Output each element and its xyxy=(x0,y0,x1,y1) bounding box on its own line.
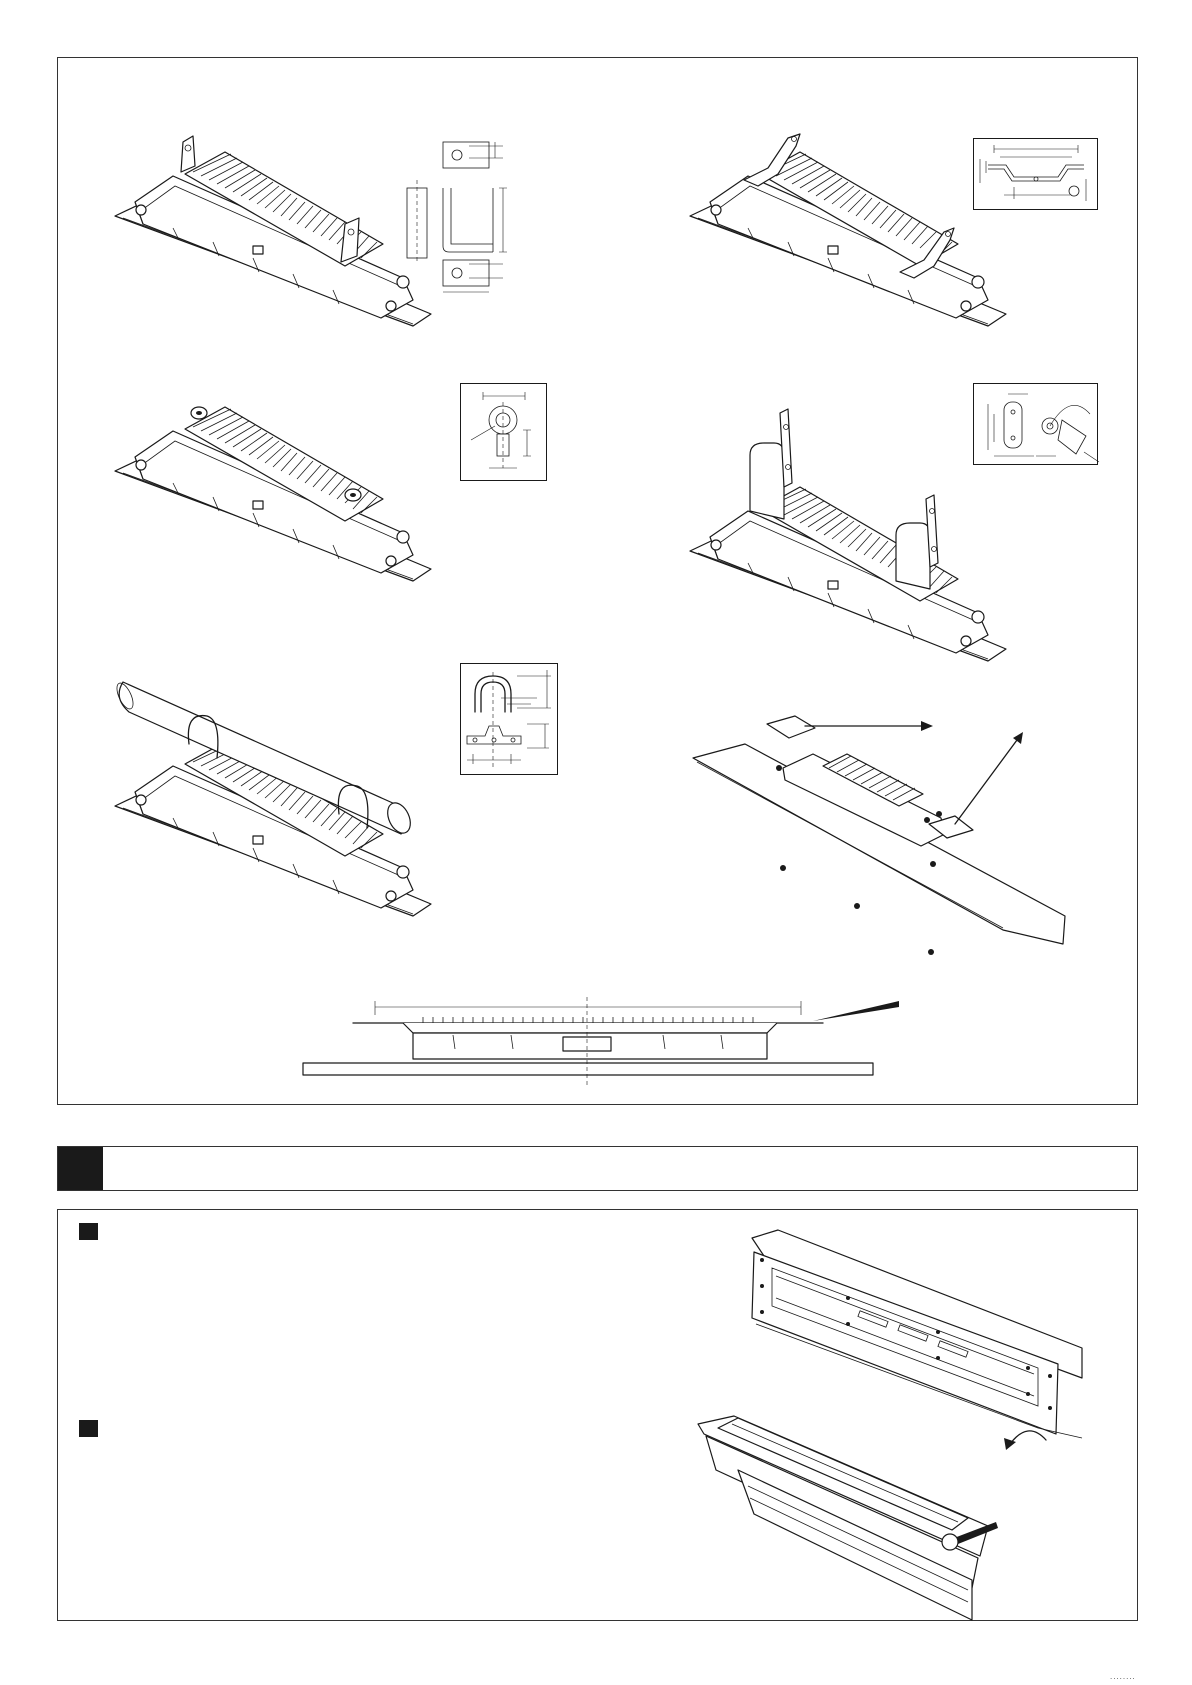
inset-pipe-clamp xyxy=(460,663,558,775)
swivel-bracket-dimension-drawing xyxy=(974,384,1099,466)
fig-side-profile xyxy=(293,993,933,1093)
eye-bolt-dimension-drawing xyxy=(461,384,548,482)
mounting-panel xyxy=(57,57,1138,1105)
pipe-clamp-dimension-drawing xyxy=(461,664,559,776)
step-1-marker-icon xyxy=(79,1223,98,1240)
fig-swivel-bracket xyxy=(688,403,1008,663)
fig-exploded xyxy=(683,706,1123,996)
section-header xyxy=(57,1146,1138,1191)
luminaire-with-pipe-u-bolts-icon xyxy=(113,658,443,918)
bracket-dimension-drawing xyxy=(403,136,518,296)
fig-eye-bolts xyxy=(113,383,433,583)
luminaire-with-swivel-bracket-icon xyxy=(688,403,1008,663)
open-diffuser-illustration xyxy=(738,1228,1098,1438)
luminaire-side-profile-icon xyxy=(293,993,933,1093)
fig-pipe-clamp xyxy=(113,658,443,918)
offset-bracket-dimension-drawing xyxy=(974,139,1099,211)
inset-swivel-bracket xyxy=(973,383,1098,465)
luminaire-exploded-mounting-icon xyxy=(683,706,1123,996)
inset-eye-bolt xyxy=(460,383,547,481)
instructions-panel xyxy=(57,1209,1138,1621)
luminaire-with-offset-bracket-icon xyxy=(688,128,1008,328)
footer-marks: ........ xyxy=(1110,1672,1136,1681)
step-2-marker-icon xyxy=(79,1420,98,1437)
fig-bracket-offset xyxy=(688,128,1008,328)
luminaire-with-eye-bolts-icon xyxy=(113,383,433,583)
fig-bracket-vertical xyxy=(113,128,433,328)
inset-bracket-dimensions xyxy=(403,136,518,296)
remove-cover-icon xyxy=(688,1410,1108,1625)
inset-offset-bracket xyxy=(973,138,1098,210)
open-diffuser-icon xyxy=(738,1228,1098,1438)
remove-cover-illustration xyxy=(688,1410,1108,1625)
luminaire-with-fixed-bracket-icon xyxy=(113,128,433,328)
section-marker-icon xyxy=(58,1147,103,1190)
